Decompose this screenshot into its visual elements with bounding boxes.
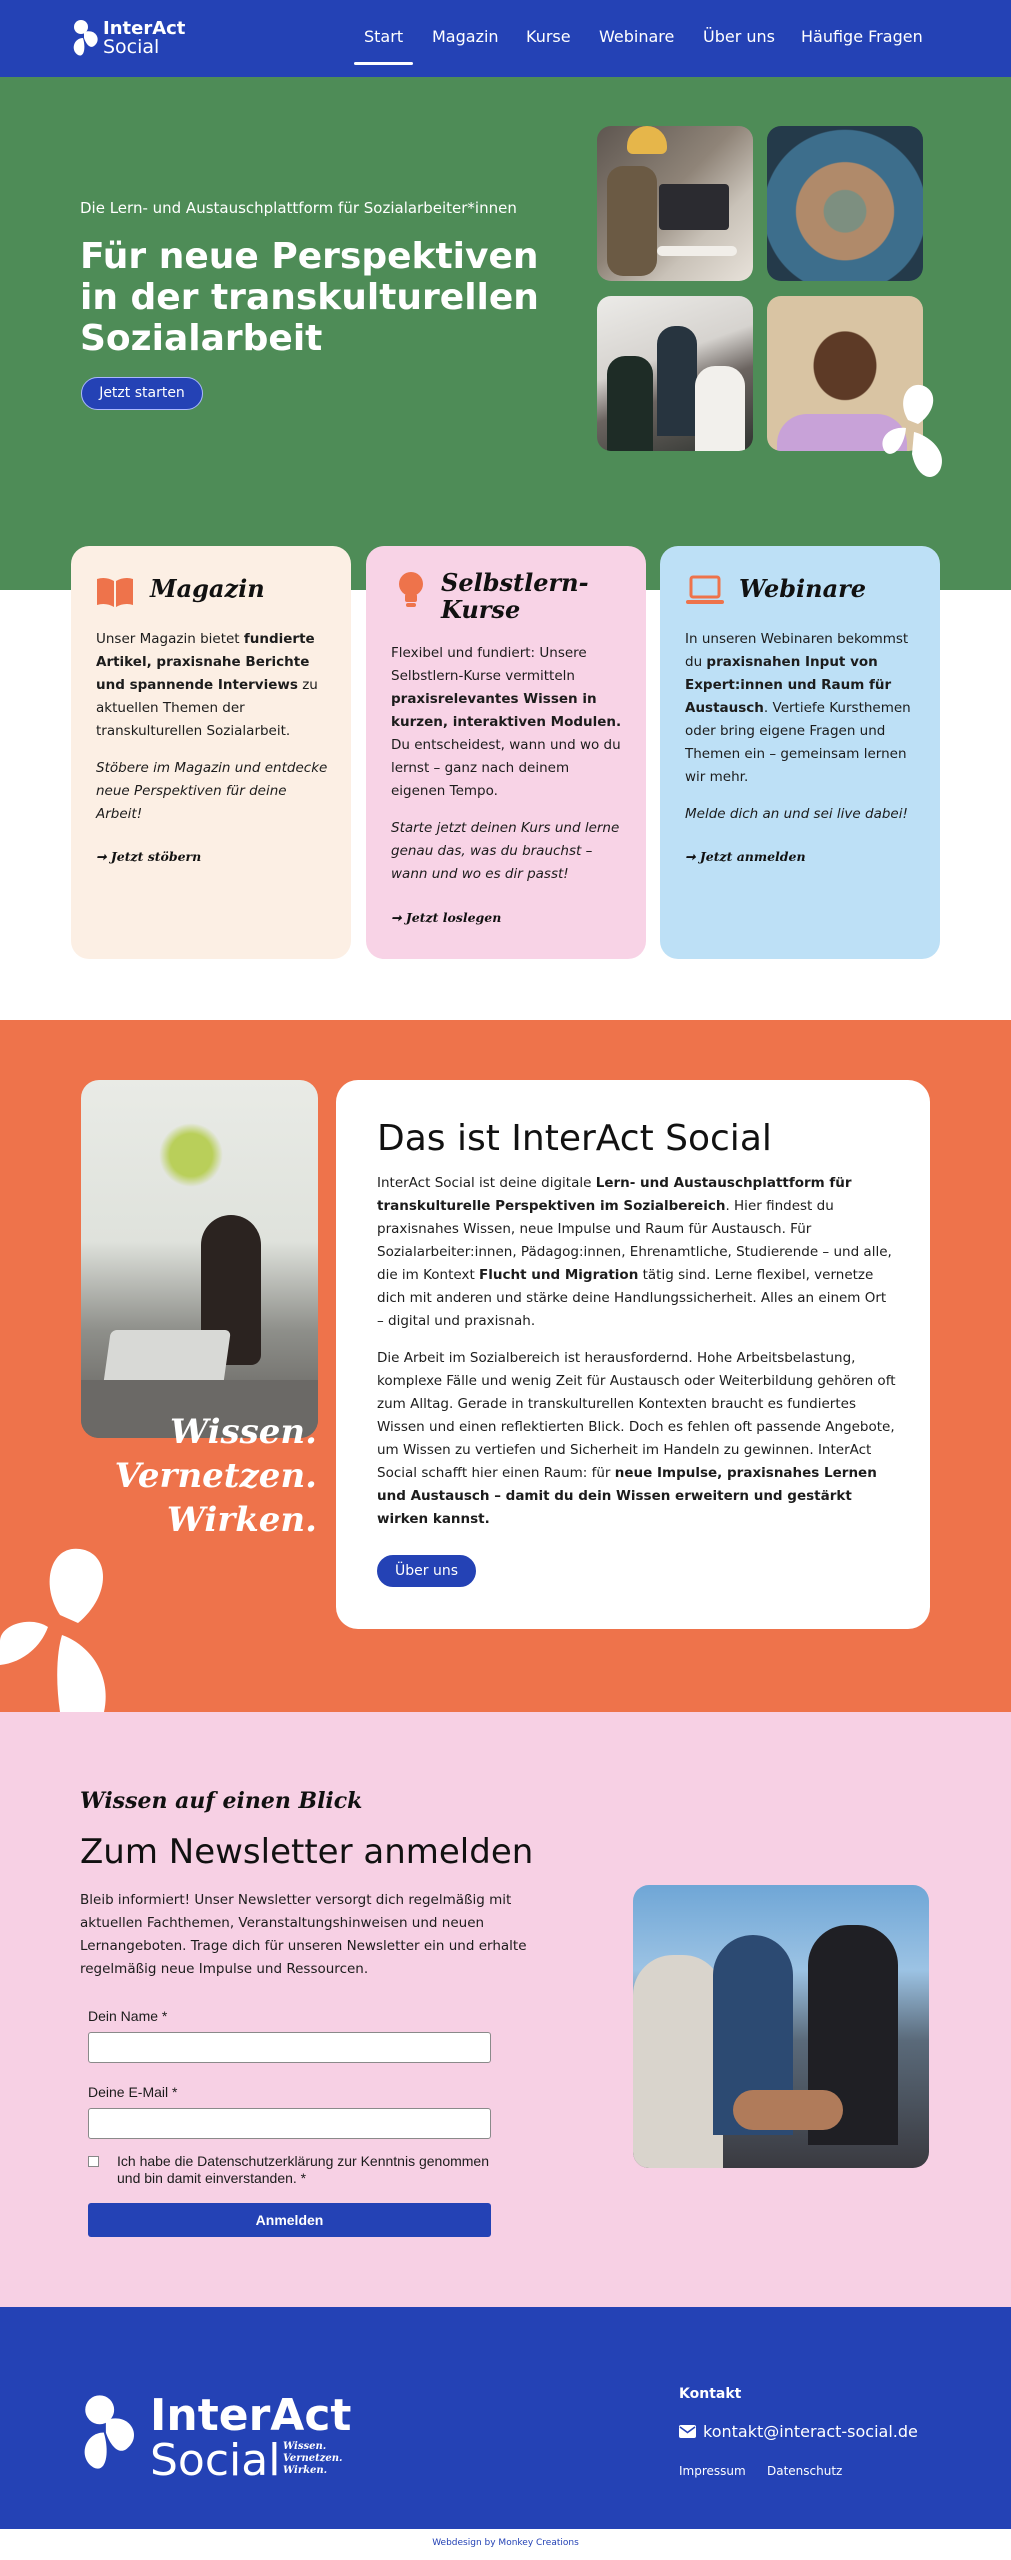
card-cta-link[interactable]: ➞ Jetzt stöbern <box>96 849 202 864</box>
nav-start[interactable]: Start <box>364 27 403 51</box>
card-magazin <box>71 546 351 959</box>
about-title: Das ist InterAct Social <box>377 1118 772 1159</box>
name-field[interactable] <box>88 2032 491 2063</box>
card-cta-link[interactable]: ➞ Jetzt anmelden <box>685 849 806 864</box>
kontakt-email-link[interactable]: kontakt@interact-social.de <box>703 2422 918 2441</box>
newsletter-kicker: Wissen auf einen Blick <box>80 1788 363 1814</box>
hero-photo-video-call <box>597 126 753 281</box>
footer-logo-tagline <box>283 2441 343 2477</box>
about-petal-decoration-icon <box>0 1545 115 1712</box>
text: InterAct Social ist deine digitale <box>377 1175 596 1191</box>
email-label: Deine E-Mail * <box>88 2084 178 2100</box>
footer-logo-line1: InterAct <box>150 2390 352 2441</box>
logo-mark-icon <box>70 18 102 60</box>
tagline-line: Wissen. <box>170 1412 317 1452</box>
newsletter-title: Zum Newsletter anmelden <box>80 1832 534 1872</box>
tagline-line: Wirken. <box>166 1500 317 1540</box>
about-body <box>377 1172 897 1545</box>
about-tagline <box>115 1410 317 1542</box>
highlight: Lern- und Austauschplattform für transkulturelle Perspektiven im Sozialbereich <box>377 1175 852 1214</box>
webdesign-credit[interactable]: Webdesign by Monkey Creations <box>432 2538 579 2548</box>
card-invite: Melde dich an und sei live dabei! <box>685 806 908 822</box>
nav-webinare[interactable]: Webinare <box>599 27 675 46</box>
text: . Hier findest du praxisnahes Wissen, neue Impulse und Raum für Austausch. Für Sozialarbeiter:innen, Pädagog:innen, Ehrenamtliche, Studierende – und alle, die im Kontext <box>377 1198 892 1283</box>
tagline-line: Vernetzen. <box>114 1456 317 1496</box>
cta-label: Jetzt loslegen <box>405 910 502 925</box>
highlight: neue Impulse, praxisnahes Lernen und Austausch – damit du dein Wissen erweitern und gestärkt wirken kannst. <box>377 1465 877 1527</box>
text: Du entscheidest, wann und wo du lernst – ganz nach deinem eigenen Tempo. <box>391 737 621 799</box>
card-body <box>96 628 328 840</box>
name-label: Dein Name * <box>88 2008 168 2024</box>
highlight: Flucht und Migration <box>479 1267 639 1283</box>
consent-label: Ich habe die Datenschutzerklärung zur Kenntnis genommen und bin damit einverstanden. * <box>117 2153 489 2186</box>
site-header <box>0 0 1011 77</box>
footer-logo-line2: Social <box>150 2435 281 2486</box>
card-selbstlern-kurse <box>366 546 646 959</box>
card-title: Magazin <box>150 574 265 603</box>
datenschutz-link[interactable]: Datenschutz <box>767 2464 843 2478</box>
newsletter-body: Bleib informiert! Unser Newsletter versorgt dich regelmäßig mit aktuellen Fachthemen, Veranstaltungshinweisen und neuen Lernangeboten. Trage dich für unseren Newsletter ein und erhalte regelmäßig neue Impulse und Ressourcen. <box>80 1892 527 1977</box>
text: Die Arbeit im Sozialbereich ist herausfordernd. Hohe Arbeitsbelastung, komplexe Fälle und wenig Zeit für Austausch oder Weiterbildung gehören oft zum Alltag. Gerade in transkulturellen Kontexten braucht es fundiertes Wissen und einen reflektierten Blick. Doch es fehlen oft passende Angebote, um Wissen zu vertiefen und Sicherheit im Handeln zu gewinnen. InterAct Social schafft hier einen Raum: für <box>377 1350 896 1481</box>
cta-label: Jetzt stöbern <box>110 849 202 864</box>
logo-line2: Social <box>103 36 160 58</box>
book-icon <box>95 575 135 609</box>
tagline-line: Vernetzen. <box>283 2453 343 2464</box>
text: Unser Magazin bietet <box>96 631 244 647</box>
tagline-line: Wissen. <box>283 2441 327 2452</box>
hero-start-button[interactable]: Jetzt starten <box>81 377 203 410</box>
nav-haeufige-fragen[interactable]: Häufige Fragen <box>801 27 923 46</box>
tagline-line: Wirken. <box>283 2465 328 2476</box>
card-invite: Stöbere im Magazin und entdecke neue Perspektiven für deine Arbeit! <box>96 760 328 822</box>
text: . Vertiefe Kursthemen oder bring eigene Fragen und Themen ein – gemeinsam lernen wir mehr. <box>685 700 911 785</box>
footer-logo-mark-icon <box>77 2387 143 2482</box>
logo-line1: InterAct <box>103 18 186 39</box>
consent-checkbox[interactable] <box>88 2156 99 2167</box>
card-webinare <box>660 546 940 959</box>
hero-photo-group-laptop <box>597 296 753 451</box>
hero-title: Für neue Perspektiven in der transkulturellen Sozialarbeit <box>80 236 539 359</box>
card-title: Webinare <box>739 574 867 603</box>
text: Flexibel und fundiert: Unsere Selbstlern-Kurse vermitteln <box>391 645 587 684</box>
card-cta-link[interactable]: ➞ Jetzt loslegen <box>391 910 502 925</box>
card-body <box>391 642 623 900</box>
about-photo-woman-laptop <box>81 1080 318 1438</box>
nav-kurse[interactable]: Kurse <box>526 27 571 46</box>
cta-label: Jetzt anmelden <box>699 849 806 864</box>
text: zu aktuellen Themen der transkulturellen Sozialarbeit. <box>96 677 318 739</box>
highlight: praxisnahen Input von Expert:innen und Raum für Austausch <box>685 654 892 716</box>
newsletter-photo-team-hands <box>633 1885 929 2168</box>
highlight: fundierte Artikel, praxisnahe Berichte und spannende Interviews <box>96 631 315 693</box>
about-ueber-uns-button[interactable]: Über uns <box>377 1555 476 1587</box>
logo[interactable] <box>70 18 190 60</box>
email-field[interactable] <box>88 2108 491 2139</box>
lightbulb-icon <box>396 570 426 610</box>
text: tätig sind. Lerne flexibel, vernetze dich mit anderen und stärke deine Handlungssicherheit. Alles an einem Ort – digital und praxisnah. <box>377 1267 887 1329</box>
impressum-link[interactable]: Impressum <box>679 2464 746 2478</box>
newsletter-submit-button[interactable]: Anmelden <box>88 2203 491 2237</box>
nav-magazin[interactable]: Magazin <box>432 27 499 46</box>
highlight: praxisrelevantes Wissen in kurzen, interaktiven Modulen. <box>391 691 622 730</box>
nav-ueber-uns[interactable]: Über uns <box>703 27 775 46</box>
card-title: Selbstlern-Kurse <box>441 568 589 624</box>
logo-text <box>103 19 185 57</box>
card-body <box>685 628 917 840</box>
hero-petal-decoration-icon <box>878 380 950 484</box>
hero-photo-hands-circle <box>767 126 923 281</box>
card-invite: Starte jetzt deinen Kurs und lerne genau das, was du brauchst – wann und wo es dir passt! <box>391 820 620 882</box>
envelope-icon <box>679 2425 696 2438</box>
hero-kicker: Die Lern- und Austauschplattform für Sozialarbeiter*innen <box>80 199 517 217</box>
text: In unseren Webinaren bekommst du <box>685 631 909 670</box>
kontakt-heading: Kontakt <box>679 2386 742 2402</box>
laptop-icon <box>686 575 724 607</box>
